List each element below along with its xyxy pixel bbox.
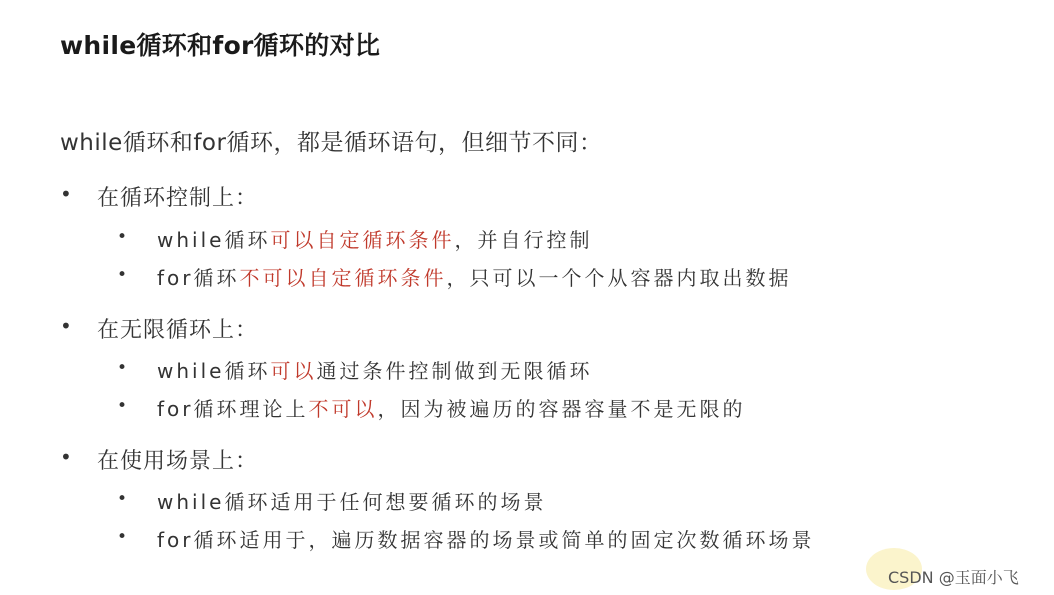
item-text: for循环适用于，遍历数据容器的场景或简单的固定次数循环场景 <box>157 528 815 552</box>
item-text: ，只可以一个个从容器内取出数据 <box>446 266 792 290</box>
bullet-icon: • <box>60 182 72 206</box>
bullet-icon: • <box>117 265 128 285</box>
item-text: 通过条件控制做到无限循环 <box>316 359 593 383</box>
item-highlight: 不可以自定循环条件 <box>239 266 447 290</box>
section-heading: 在循环控制上： <box>97 186 259 211</box>
item-highlight: 不可以 <box>308 397 378 421</box>
item-text: while循环 <box>157 359 271 383</box>
intro-text: while循环和for循环，都是循环语句，但细节不同： <box>60 130 603 156</box>
bullet-icon: • <box>60 314 72 338</box>
list-item <box>157 224 592 253</box>
csdn-watermark: CSDN @玉面小飞 <box>888 568 1019 587</box>
list-item <box>157 262 792 291</box>
list-item <box>157 524 815 553</box>
item-text: ，并自行控制 <box>454 228 593 252</box>
item-text: ，因为被遍历的容器容量不是无限的 <box>377 397 746 421</box>
item-highlight: 可以 <box>270 359 317 383</box>
list-item <box>157 393 746 422</box>
section-heading: 在使用场景上： <box>97 449 259 474</box>
list-item <box>157 355 592 384</box>
item-text: for循环 <box>157 266 240 290</box>
bullet-icon: • <box>117 527 128 547</box>
bullet-icon: • <box>117 358 128 378</box>
item-text: while循环 <box>157 228 271 252</box>
bullet-icon: • <box>117 396 128 416</box>
bullet-icon: • <box>60 445 72 469</box>
bullet-icon: • <box>117 489 128 509</box>
section-heading: 在无限循环上： <box>97 318 259 343</box>
item-text: for循环理论上 <box>157 397 309 421</box>
bullet-icon: • <box>117 227 128 247</box>
item-text: while循环适用于任何想要循环的场景 <box>157 490 547 514</box>
item-highlight: 可以自定循环条件 <box>270 228 455 252</box>
list-item <box>157 486 546 515</box>
slide-title: while循环和for循环的对比 <box>60 31 381 60</box>
